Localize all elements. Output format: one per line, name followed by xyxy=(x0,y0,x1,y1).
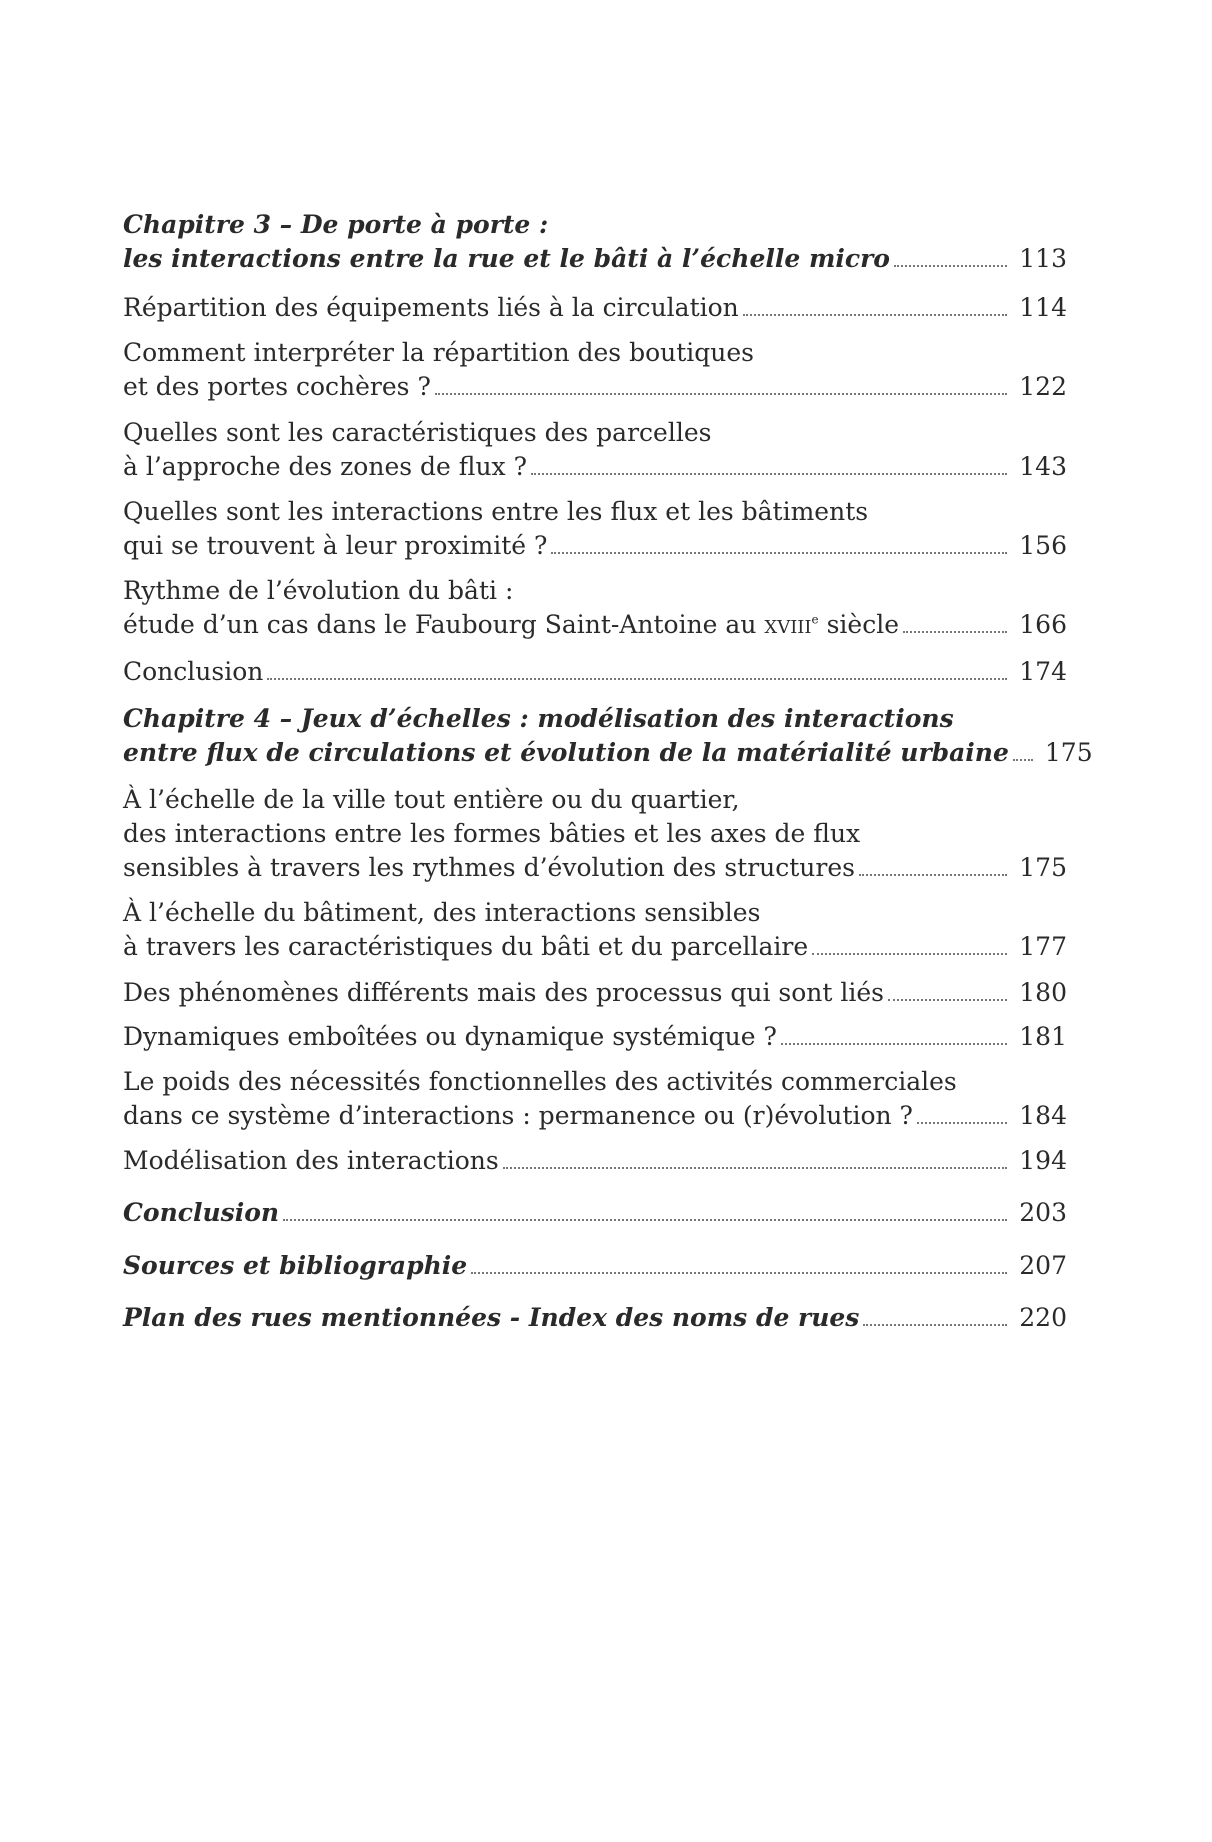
toc-entry-title: Comment interpréter la répartition des boutiques xyxy=(123,338,754,367)
dot-leader xyxy=(531,473,1007,475)
toc-chapter-4 xyxy=(123,702,1093,770)
page-number: 203 xyxy=(1019,1198,1067,1227)
dot-leader xyxy=(743,314,1008,316)
page-number: 184 xyxy=(1019,1101,1067,1130)
page-number: 166 xyxy=(1019,610,1067,639)
toc-chapter-4-title: Chapitre 4 – Jeux d’échelles : modélisation des interactions xyxy=(123,704,954,733)
dot-leader xyxy=(471,1272,1007,1274)
toc-entry-title: Quelles sont les interactions entre les flux et les bâtiments xyxy=(123,497,869,526)
toc-sources xyxy=(123,1249,1067,1283)
toc-conclusion-title: Conclusion xyxy=(123,1198,280,1227)
dot-leader xyxy=(267,678,1007,680)
dot-leader xyxy=(283,1219,1007,1221)
dot-leader xyxy=(903,631,1007,633)
page-number: 175 xyxy=(1044,738,1093,767)
page-number: 220 xyxy=(1019,1303,1067,1332)
toc-entry xyxy=(123,416,1067,484)
toc-entry-title-cont: et des portes cochères ? xyxy=(123,372,431,401)
toc-entry xyxy=(123,1065,1067,1133)
toc-entry-title: Rythme de l’évolution du bâti : xyxy=(123,576,514,605)
toc-entry xyxy=(123,495,1067,563)
page-number: 194 xyxy=(1019,1146,1067,1175)
toc-entry xyxy=(123,291,1067,325)
page-number: 114 xyxy=(1019,293,1067,322)
toc-plan-title: Plan des rues mentionnées - Index des noms de rues xyxy=(123,1303,860,1332)
toc-entry-title: Dynamiques emboîtées ou dynamique systémique ? xyxy=(123,1022,777,1051)
toc-entry xyxy=(123,1144,1067,1178)
toc-entry xyxy=(123,896,1067,964)
toc-entry xyxy=(123,1020,1067,1054)
page-number: 174 xyxy=(1019,657,1067,686)
toc-entry-title: À l’échelle du bâtiment, des interactions sensibles xyxy=(123,898,761,927)
toc-plan xyxy=(123,1301,1067,1335)
toc-entry xyxy=(123,336,1067,404)
dot-leader xyxy=(1013,759,1033,761)
page-number: 122 xyxy=(1019,372,1067,401)
dot-leader xyxy=(503,1167,1008,1169)
toc-entry xyxy=(123,574,1067,642)
toc-conclusion xyxy=(123,1196,1067,1230)
dot-leader xyxy=(781,1043,1007,1045)
toc-entry xyxy=(123,655,1067,689)
toc-entry-title: Répartition des équipements liés à la circulation xyxy=(123,293,739,322)
toc-entry-title-cont: dans ce système d’interactions : permanence ou (r)évolution ? xyxy=(123,1101,913,1130)
toc-entry-title: Le poids des nécessités fonctionnelles des activités commerciales xyxy=(123,1067,957,1096)
toc-entry-title-cont: à l’approche des zones de flux ? xyxy=(123,452,527,481)
toc-sources-title: Sources et bibliographie xyxy=(123,1251,468,1280)
dot-leader xyxy=(812,953,1007,955)
page-number: 156 xyxy=(1019,531,1067,560)
dot-leader xyxy=(917,1122,1007,1124)
page-number: 181 xyxy=(1019,1022,1067,1051)
dot-leader xyxy=(551,552,1007,554)
toc-entry-title-cont: à travers les caractéristiques du bâti et du parcellaire xyxy=(123,932,809,961)
toc-chapter-3-subtitle: les interactions entre la rue et le bâti à l’échelle micro xyxy=(123,244,890,273)
toc-entry-title: Conclusion xyxy=(123,657,264,686)
toc-entry xyxy=(123,976,1067,1010)
toc-entry xyxy=(123,783,1067,885)
dot-leader xyxy=(435,393,1007,395)
toc-entry-title: À l’échelle de la ville tout entière ou du quartier, xyxy=(123,785,740,814)
toc-entry-title: Modélisation des interactions xyxy=(123,1146,499,1175)
toc-entry-title-cont: des interactions entre les formes bâties et les axes de flux xyxy=(123,819,861,848)
page-number: 177 xyxy=(1019,932,1067,961)
page-number: 175 xyxy=(1019,853,1067,882)
toc-chapter-3 xyxy=(123,208,1067,276)
page-number: 207 xyxy=(1019,1251,1067,1280)
page-number: 180 xyxy=(1019,978,1067,1007)
dot-leader xyxy=(863,1324,1007,1326)
toc-entry-title: Des phénomènes différents mais des processus qui sont liés xyxy=(123,978,884,1007)
toc-chapter-3-title: Chapitre 3 – De porte à porte : xyxy=(123,210,549,239)
dot-leader xyxy=(859,874,1007,876)
toc-entry-title-cont: étude d’un cas dans le Faubourg Saint-Antoine au xviii$^e$ siècle xyxy=(123,610,899,639)
toc-entry-title-cont: sensibles à travers les rythmes d’évolution des structures xyxy=(123,853,855,882)
page-number: 113 xyxy=(1019,244,1067,273)
toc-entry-title-cont: qui se trouvent à leur proximité ? xyxy=(123,531,548,560)
toc-entry-title: Quelles sont les caractéristiques des parcelles xyxy=(123,418,712,447)
toc-chapter-4-subtitle: entre flux de circulations et évolution de la matérialité urbaine xyxy=(123,738,1009,767)
dot-leader xyxy=(888,999,1007,1001)
page-number: 143 xyxy=(1019,452,1067,481)
dot-leader xyxy=(894,265,1007,267)
